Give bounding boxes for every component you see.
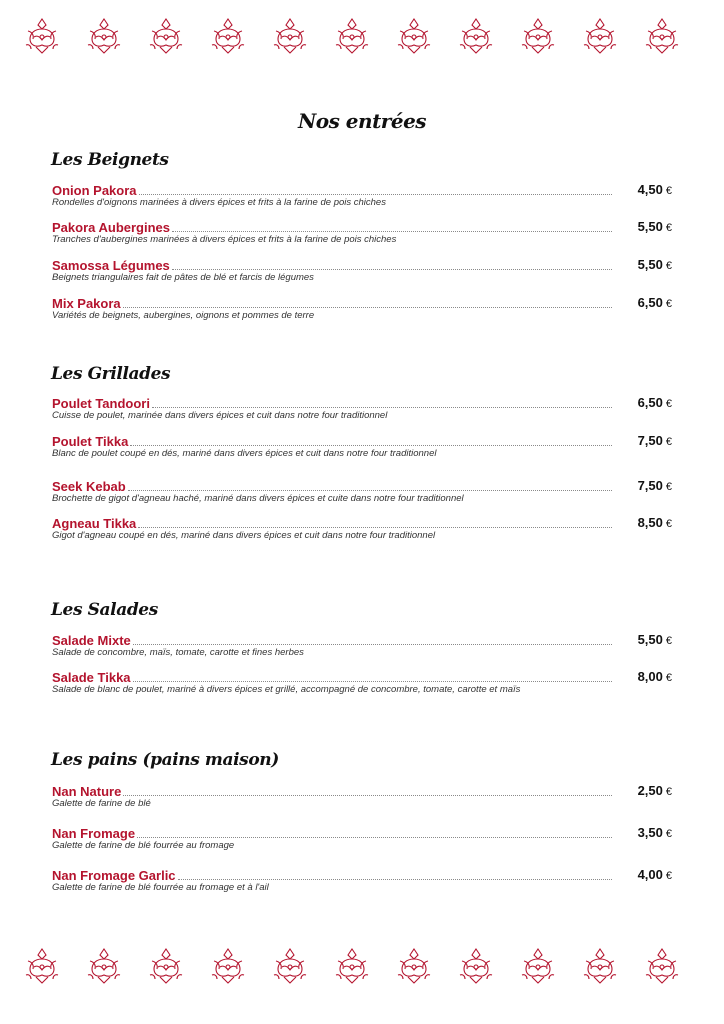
menu-item-price: 3,50 <box>637 825 663 840</box>
damask-ornament-icon <box>334 17 370 55</box>
menu-item <box>52 218 672 248</box>
menu-item-description: Blanc de poulet coupé en dés, mariné dans divers épices et cuit dans notre four traditionnel <box>52 448 437 459</box>
menu-item-price-block <box>616 824 672 843</box>
dotted-leader <box>123 307 612 308</box>
menu-item <box>52 256 672 286</box>
menu-item <box>52 394 672 424</box>
menu-item <box>52 432 672 462</box>
damask-ornament-icon <box>272 17 308 55</box>
menu-item-price-block <box>616 782 672 801</box>
dotted-leader <box>130 445 612 446</box>
menu-item-description: Beignets triangulaires fait de pâtes de blé et farcis de légumes <box>52 272 314 283</box>
damask-ornament-icon <box>396 17 432 55</box>
menu-item-price-block <box>616 256 672 275</box>
menu-item-name: Salade Tikka <box>52 670 131 685</box>
menu-item-name: Nan Fromage Garlic <box>52 868 176 883</box>
menu-item-name: Onion Pakora <box>52 183 137 198</box>
damask-ornament-icon <box>458 947 494 985</box>
menu-item-description: Rondelles d'oignons marinées à divers épices et frits à la farine de pois chiches <box>52 197 386 208</box>
menu-item-price: 6,50 <box>637 295 663 310</box>
menu-item-name: Seek Kebab <box>52 479 126 494</box>
menu-item-price: 8,50 <box>637 515 663 530</box>
menu-item-description: Brochette de gigot d'agneau haché, mariné dans divers épices et cuite dans notre four traditionnel <box>52 493 464 504</box>
menu-item <box>52 824 672 854</box>
menu-item-name: Nan Fromage <box>52 826 136 841</box>
dotted-leader <box>123 795 612 796</box>
menu-item <box>52 631 672 661</box>
damask-ornament-icon <box>334 947 370 985</box>
menu-item-price: 2,50 <box>637 783 663 798</box>
dotted-leader <box>128 490 612 491</box>
dotted-leader <box>172 269 612 270</box>
menu-item <box>52 477 672 507</box>
menu-item-row <box>52 824 672 841</box>
page-title: Nos entrées <box>297 109 427 133</box>
currency-symbol: € <box>665 185 672 197</box>
currency-symbol: € <box>665 398 672 410</box>
currency-symbol: € <box>665 672 672 684</box>
section-title-beignets: Les Beignets <box>51 150 169 170</box>
menu-item-price-block <box>616 631 672 650</box>
menu-item-price: 4,00 <box>637 867 663 882</box>
currency-symbol: € <box>665 518 672 530</box>
menu-item <box>52 181 672 211</box>
damask-ornament-icon <box>148 17 184 55</box>
dotted-leader <box>133 681 612 682</box>
menu-item-price-block <box>616 218 672 237</box>
damask-ornament-icon <box>458 17 494 55</box>
damask-ornament-icon <box>272 947 308 985</box>
currency-symbol: € <box>665 260 672 272</box>
currency-symbol: € <box>665 786 672 798</box>
ornament-row-bottom <box>0 947 724 987</box>
currency-symbol: € <box>665 298 672 310</box>
menu-item-name: Samossa Légumes <box>52 258 170 273</box>
dotted-leader <box>152 407 612 408</box>
menu-item-price-block <box>616 294 672 313</box>
damask-ornament-icon <box>582 17 618 55</box>
menu-item-price-block <box>616 181 672 200</box>
menu-item-name: Salade Mixte <box>52 633 131 648</box>
section-title-grillades: Les Grillades <box>51 364 171 384</box>
menu-item-description: Cuisse de poulet, marinée dans divers épices et cuit dans notre four traditionnel <box>52 410 388 421</box>
menu-item-row <box>52 631 672 648</box>
menu-item-price: 5,50 <box>637 632 663 647</box>
section-title-salades: Les Salades <box>51 600 158 620</box>
ornament-row-top <box>0 17 724 57</box>
menu-item <box>52 514 672 544</box>
menu-item <box>52 782 672 812</box>
dotted-leader <box>139 194 612 195</box>
menu-item <box>52 866 672 896</box>
currency-symbol: € <box>665 828 672 840</box>
dotted-leader <box>172 231 612 232</box>
menu-item-price-block <box>616 432 672 451</box>
menu-item-description: Salade de blanc de poulet, mariné à divers épices et grillé, accompagné de concombre, tomate, carotte et maïs <box>52 684 521 695</box>
menu-item-price-block <box>616 394 672 413</box>
menu-item-price: 7,50 <box>637 478 663 493</box>
menu-item-name: Mix Pakora <box>52 296 121 311</box>
menu-item-description: Salade de concombre, maïs, tomate, carotte et fines herbes <box>52 647 304 658</box>
menu-item-row <box>52 432 672 449</box>
menu-item-price: 6,50 <box>637 395 663 410</box>
menu-item-name: Agneau Tikka <box>52 516 137 531</box>
menu-item-row <box>52 218 672 235</box>
menu-item-description: Galette de farine de blé fourrée au fromage et à l'ail <box>52 882 269 893</box>
menu-item-row <box>52 181 672 198</box>
damask-ornament-icon <box>86 947 122 985</box>
damask-ornament-icon <box>582 947 618 985</box>
menu-item-price-block <box>616 514 672 533</box>
menu-item-price-block <box>616 477 672 496</box>
menu-item-row <box>52 782 672 799</box>
damask-ornament-icon <box>644 17 680 55</box>
currency-symbol: € <box>665 436 672 448</box>
damask-ornament-icon <box>644 947 680 985</box>
menu-item-description: Galette de farine de blé fourrée au fromage <box>52 840 235 851</box>
menu-item-row <box>52 394 672 411</box>
currency-symbol: € <box>665 870 672 882</box>
menu-item-price: 5,50 <box>637 219 663 234</box>
dotted-leader <box>133 644 612 645</box>
menu-item-row <box>52 866 672 883</box>
menu-item-price-block <box>616 866 672 885</box>
damask-ornament-icon <box>24 947 60 985</box>
menu-item-description: Galette de farine de blé <box>52 798 151 809</box>
menu-item-name: Poulet Tandoori <box>52 396 150 411</box>
menu-item-price-block <box>616 668 672 687</box>
damask-ornament-icon <box>396 947 432 985</box>
menu-item <box>52 294 672 324</box>
menu-item-price: 5,50 <box>637 257 663 272</box>
currency-symbol: € <box>665 635 672 647</box>
dotted-leader <box>137 837 612 838</box>
currency-symbol: € <box>665 481 672 493</box>
damask-ornament-icon <box>86 17 122 55</box>
dotted-leader <box>138 527 612 528</box>
menu-item-row <box>52 477 672 494</box>
menu-item-description: Variétés de beignets, aubergines, oignons et pommes de terre <box>52 310 315 321</box>
dotted-leader <box>178 879 612 880</box>
menu-item-name: Poulet Tikka <box>52 434 129 449</box>
menu-item-row <box>52 668 672 685</box>
menu-item-description: Tranches d'aubergines marinées à divers épices et frits à la farine de pois chiches <box>52 234 397 245</box>
menu-item-row <box>52 514 672 531</box>
damask-ornament-icon <box>24 17 60 55</box>
currency-symbol: € <box>665 222 672 234</box>
menu-item-price: 8,00 <box>637 669 663 684</box>
menu-item-row <box>52 294 672 311</box>
menu-item-description: Gigot d'agneau coupé en dés, mariné dans divers épices et cuit dans notre four traditionnel <box>52 530 436 541</box>
menu-item-name: Pakora Aubergines <box>52 220 171 235</box>
menu-item-price: 7,50 <box>637 433 663 448</box>
damask-ornament-icon <box>210 947 246 985</box>
section-title-pains: Les pains (pains maison) <box>51 750 279 770</box>
damask-ornament-icon <box>148 947 184 985</box>
damask-ornament-icon <box>520 17 556 55</box>
menu-item-row <box>52 256 672 273</box>
menu-item-name: Nan Nature <box>52 784 122 799</box>
menu-item <box>52 668 672 698</box>
damask-ornament-icon <box>520 947 556 985</box>
menu-item-price: 4,50 <box>637 182 663 197</box>
damask-ornament-icon <box>210 17 246 55</box>
